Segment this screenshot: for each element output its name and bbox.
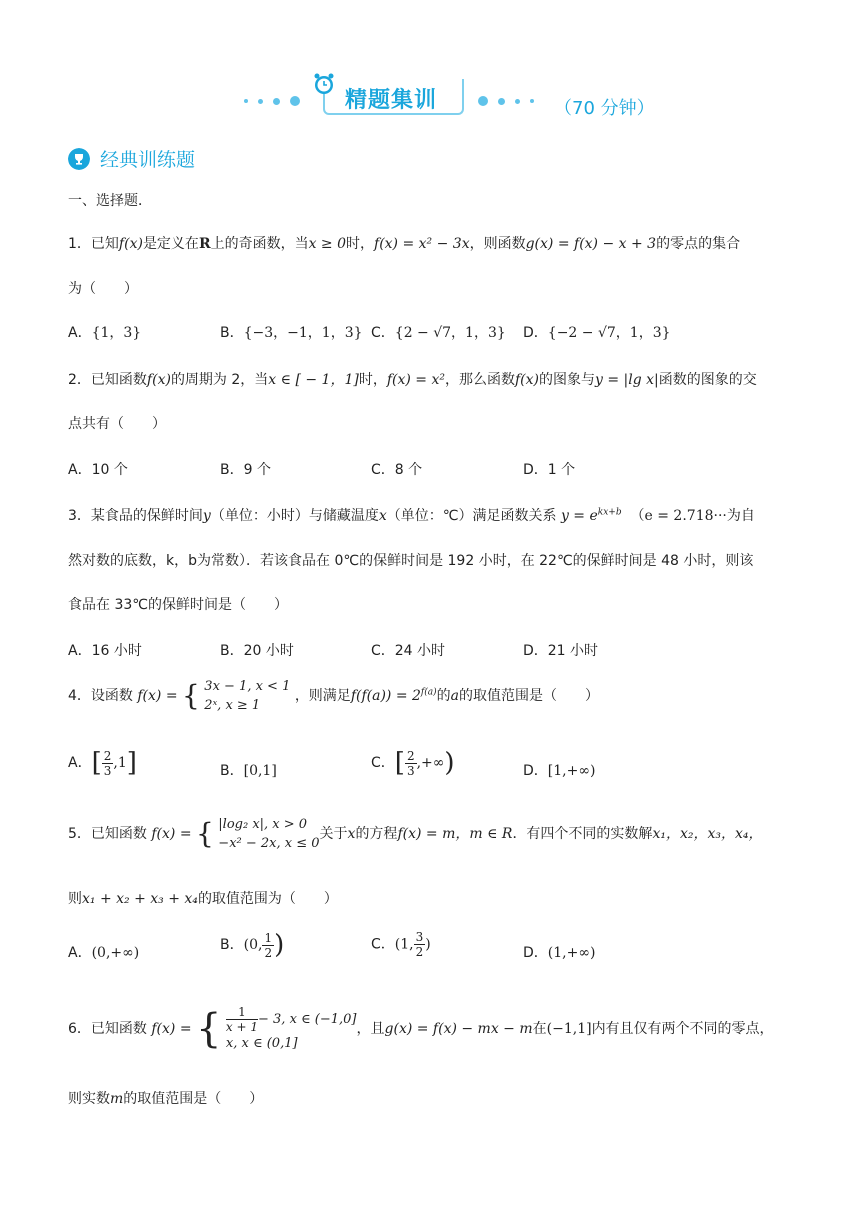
option-value: {−2 − √7，1，3} xyxy=(547,325,671,341)
q1-g-function: g(x) = f(x) − x + 3 xyxy=(525,236,657,252)
option-letter: A． xyxy=(68,755,92,771)
q6-brace: { xyxy=(196,1006,222,1052)
question-5-line-2 xyxy=(68,888,338,908)
q4-exponent: f(a) xyxy=(420,687,437,698)
question-2-line-2: 点共有（ ） xyxy=(68,416,166,432)
q4-option-c[interactable] xyxy=(371,748,455,778)
q4-case-2: 2ˣ, x ≥ 1 xyxy=(204,698,261,713)
q5-option-c[interactable] xyxy=(371,930,431,959)
q3-formula: y = e xyxy=(560,508,598,524)
q6-text: 在 xyxy=(532,1021,547,1037)
bracket-close: ] xyxy=(126,748,137,778)
q2-number: 2． xyxy=(68,372,91,388)
option-value: [0,1] xyxy=(243,763,277,779)
option-value: (1, xyxy=(394,936,414,953)
q2-text: 的图象与 xyxy=(538,372,595,388)
denominator: 2 xyxy=(415,945,424,959)
q6-text: 的取值范围是（ ） xyxy=(123,1091,264,1107)
option-value: (1,+∞) xyxy=(547,945,596,961)
paren-close: ) xyxy=(274,930,285,960)
part-heading: 一、选择题． xyxy=(68,193,152,209)
q2-text: 函数的图象的交 xyxy=(658,372,757,388)
q1-number: 1． xyxy=(68,236,91,252)
q2-option-c[interactable]: C．8 个 xyxy=(371,462,423,478)
q1-option-c[interactable] xyxy=(371,322,506,342)
question-2-line-1 xyxy=(68,369,757,389)
q2-log-function: y = |lg x| xyxy=(594,372,659,388)
option-letter: B． xyxy=(220,763,244,779)
q4-fx: f(x) = xyxy=(137,688,178,704)
question-1-line-1 xyxy=(68,233,740,253)
q1-fx: f(x) xyxy=(118,236,143,252)
option-letter: C． xyxy=(371,755,395,771)
numerator: 2 xyxy=(103,748,112,763)
q3-text: 3．某食品的保鲜时间 xyxy=(68,508,203,524)
q3-text: （单位：℃）满足函数关系 xyxy=(386,508,557,524)
option-letter: B． xyxy=(220,325,244,341)
q5-option-a[interactable] xyxy=(68,942,139,962)
q5-solutions: x₁，x₂，x₃，x₄， xyxy=(652,826,763,842)
q6-text: 则实数 xyxy=(68,1091,110,1107)
q5-option-d[interactable] xyxy=(523,942,595,962)
option-value: ,+∞ xyxy=(416,755,445,771)
q3-var-y: y xyxy=(202,508,211,524)
section-title: 经典训练题 xyxy=(100,149,196,171)
q4-brace: { xyxy=(182,679,200,712)
option-value: (0, xyxy=(243,937,263,953)
option-value: {1，3} xyxy=(91,325,142,341)
q4-case-1: 3x − 1, x < 1 xyxy=(204,679,291,694)
option-value: {2 − √7，1，3} xyxy=(394,325,506,341)
q5-text: 的方程 xyxy=(355,826,398,842)
option-letter: C． xyxy=(371,325,395,341)
q6-case-1-rest: − 3, x ∈ (−1,0] xyxy=(258,1012,357,1027)
q3-option-b[interactable]: B．20 小时 xyxy=(220,643,294,659)
q6-text: ，且 xyxy=(356,1021,385,1037)
q4-text: 的取值范围是（ ） xyxy=(459,688,600,704)
q6-var-m: m xyxy=(110,1091,124,1107)
q2-option-d[interactable]: D．1 个 xyxy=(523,462,576,478)
q5-equation: f(x) = m，m ∈ R xyxy=(397,826,513,842)
q6-g-function: g(x) = f(x) − mx − m xyxy=(384,1021,533,1037)
q1-reals: R xyxy=(198,236,211,252)
q2-option-b[interactable]: B．9 个 xyxy=(220,462,271,478)
fraction xyxy=(226,1005,258,1034)
q5-sum: x₁ + x₂ + x₃ + x₄ xyxy=(82,891,198,907)
paren-close: ) xyxy=(425,936,431,953)
q6-interval: (−1,1] xyxy=(546,1021,592,1037)
q6-case-1 xyxy=(226,1005,357,1034)
q3-text: （单位：小时）与储藏温度 xyxy=(210,508,379,524)
question-3-line-3: 食品在 33℃的保鲜时间是（ ） xyxy=(68,597,288,613)
option-letter: C． xyxy=(371,936,395,953)
q4-piecewise xyxy=(204,677,290,715)
q5-text: 则 xyxy=(68,891,82,907)
left-dots xyxy=(244,96,300,106)
q1-text: 已知 xyxy=(90,236,119,252)
q3-e-value: （e = 2.718··· xyxy=(630,508,727,524)
fraction xyxy=(262,931,274,960)
q5-case-2: −x² − 2x, x ≤ 0 xyxy=(218,836,320,851)
q1-text: ，则函数 xyxy=(469,236,526,252)
q2-definition: f(x) = x² xyxy=(386,372,445,388)
q1-definition: f(x) = x² − 3x xyxy=(374,236,470,252)
question-6-line-1 xyxy=(68,1005,774,1053)
numerator: 1 xyxy=(264,930,273,945)
q5-fx: f(x) = xyxy=(151,826,192,842)
paren-close: ) xyxy=(444,748,455,778)
right-dots xyxy=(478,96,534,106)
q5-text: 关于 xyxy=(319,826,348,842)
fraction xyxy=(405,749,417,778)
q5-option-b[interactable] xyxy=(220,930,284,960)
q2-text: 时， xyxy=(358,372,387,388)
alarm-clock-icon xyxy=(312,72,336,96)
q4-option-d[interactable] xyxy=(523,760,595,780)
q6-number: 6．已知函数 xyxy=(68,1021,147,1037)
q3-var-x: x xyxy=(378,508,387,524)
question-1-line-2: 为（ ） xyxy=(68,281,138,297)
fraction xyxy=(102,749,114,778)
q2-text: 已知函数 xyxy=(90,372,147,388)
q1-option-b[interactable] xyxy=(220,322,363,342)
question-6-line-2 xyxy=(68,1088,263,1108)
q2-text: ，那么函数 xyxy=(444,372,515,388)
option-letter: B． xyxy=(220,937,244,953)
q3-text: 为自 xyxy=(726,508,755,524)
q4-option-a[interactable] xyxy=(68,748,137,778)
q4-number: 4．设函数 xyxy=(68,688,133,704)
q4-var-a: a xyxy=(450,688,460,704)
question-3-line-1 xyxy=(68,505,755,525)
denominator: x + 1 xyxy=(225,1020,259,1034)
question-3-line-2: 然对数的底数，k，b为常数）．若该食品在 0℃的保鲜时间是 192 小时，在 22℃的保鲜时间是 48 小时，则该 xyxy=(68,553,754,569)
q6-fx: f(x) = xyxy=(151,1021,192,1037)
fraction xyxy=(414,930,426,959)
question-5-line-1 xyxy=(68,815,762,853)
q5-piecewise xyxy=(218,815,319,853)
option-value: {−3，−1，1，3} xyxy=(243,325,363,341)
q2-fx: f(x) xyxy=(146,372,171,388)
q3-option-a[interactable]: A．16 小时 xyxy=(68,643,142,659)
option-letter: D． xyxy=(523,763,548,779)
option-value: (0,+∞) xyxy=(91,945,140,961)
q6-piecewise xyxy=(226,1005,357,1053)
denominator: 2 xyxy=(264,945,273,960)
q1-option-a[interactable] xyxy=(68,322,141,342)
numerator: 1 xyxy=(226,1005,258,1020)
question-4-line-1 xyxy=(68,677,599,715)
q3-option-d[interactable]: D．21 小时 xyxy=(523,643,599,659)
q2-text: 的周期为 2，当 xyxy=(170,372,269,388)
option-value: ,1 xyxy=(113,755,127,771)
q1-text: 时， xyxy=(346,236,375,252)
option-value: [1,+∞) xyxy=(547,763,596,779)
q2-fx: f(x) xyxy=(514,372,539,388)
q6-text: 内有且仅有两个不同的零点， xyxy=(591,1021,774,1037)
q5-case-1: |log₂ x|, x > 0 xyxy=(218,817,308,832)
bracket-open: [ xyxy=(394,748,405,778)
q5-var-x: x xyxy=(347,826,356,842)
q4-condition: f(f(a)) = 2 xyxy=(350,688,421,704)
option-letter: D． xyxy=(523,945,548,961)
q2-condition: x ∈ [ − 1，1] xyxy=(268,372,359,388)
q1-condition: x ≥ 0 xyxy=(308,236,347,252)
q4-option-b[interactable] xyxy=(220,760,277,780)
option-letter: A． xyxy=(68,945,92,961)
q5-text: ．有四个不同的实数解 xyxy=(512,826,653,842)
q1-text: 是定义在 xyxy=(142,236,199,252)
q4-text: 的 xyxy=(436,688,451,704)
numerator: 3 xyxy=(415,930,424,944)
bracket-open: [ xyxy=(91,748,102,778)
denominator: 3 xyxy=(103,763,112,778)
banner-title: 精题集训 xyxy=(345,88,438,113)
q4-text: ，则满足 xyxy=(294,688,351,704)
q1-text: 上的奇函数，当 xyxy=(210,236,309,252)
q2-option-a[interactable]: A．10 个 xyxy=(68,462,128,478)
trophy-icon xyxy=(68,148,90,170)
q1-text: 的零点的集合 xyxy=(656,236,741,252)
option-letter: A． xyxy=(68,325,92,341)
q1-option-d[interactable] xyxy=(523,322,671,342)
q3-exponent: kx+b xyxy=(597,507,622,518)
q5-number: 5．已知函数 xyxy=(68,826,147,842)
duration-label: （70 分钟） xyxy=(554,98,655,119)
q5-brace: { xyxy=(196,817,214,850)
q5-text: 的取值范围为（ ） xyxy=(197,891,338,907)
denominator: 3 xyxy=(406,763,415,778)
option-letter: D． xyxy=(523,325,548,341)
q6-case-2: x, x ∈ (0,1] xyxy=(225,1036,298,1051)
q3-option-c[interactable]: C．24 小时 xyxy=(371,643,446,659)
numerator: 2 xyxy=(406,748,415,763)
